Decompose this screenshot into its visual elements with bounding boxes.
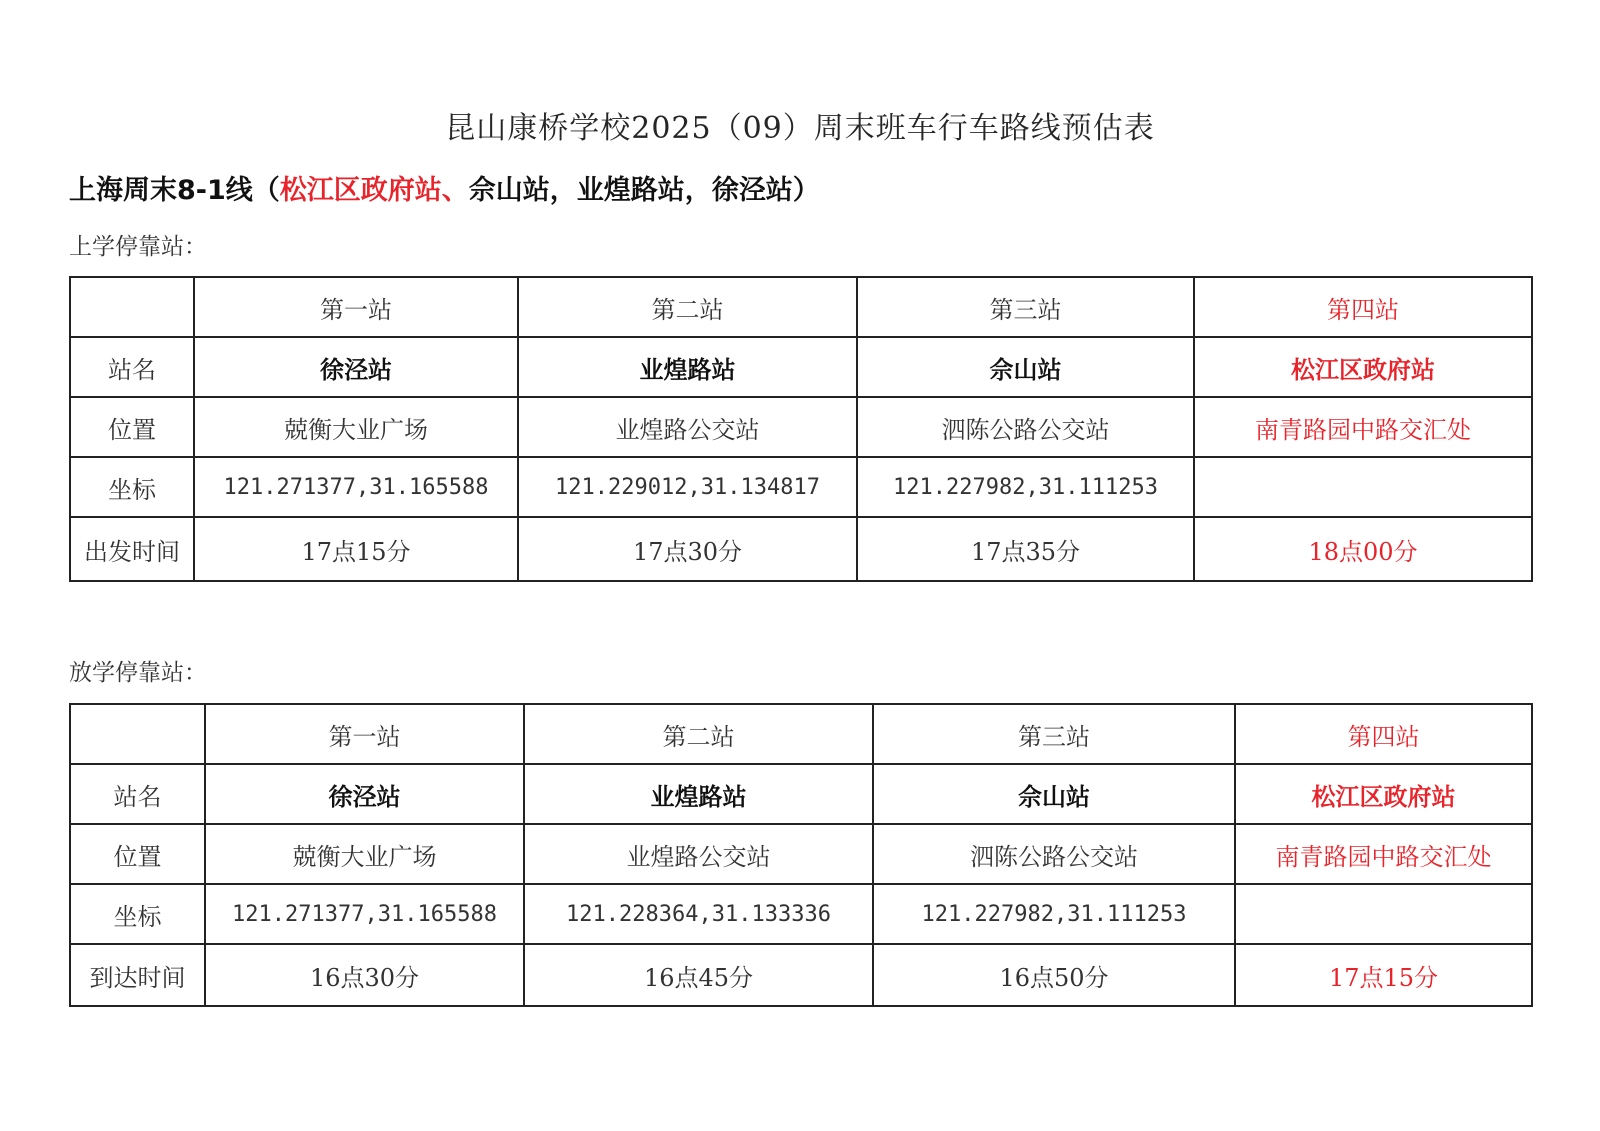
- pickup-schedule-table: [69, 276, 1533, 582]
- time-cell: 16点50分: [873, 944, 1235, 1006]
- time-cell: 17点35分: [857, 517, 1194, 581]
- row-label: 出发时间: [70, 517, 194, 581]
- header-cell-station-3: 第三站: [857, 277, 1194, 337]
- location-cell: 兢衡大业广场: [194, 397, 518, 457]
- time-cell: 17点30分: [518, 517, 857, 581]
- time-cell: 17点15分: [194, 517, 518, 581]
- row-label: 坐标: [70, 884, 205, 944]
- location-cell: 业煌路公交站: [518, 397, 857, 457]
- table-header-row: [70, 704, 1532, 764]
- header-cell-empty: [70, 277, 194, 337]
- route-subtitle-highlight: 松江区政府站、: [279, 175, 469, 206]
- row-label: 到达时间: [70, 944, 205, 1006]
- route-subtitle: [69, 168, 820, 207]
- row-label: 站名: [70, 337, 194, 397]
- header-cell-station-4: 第四站: [1194, 277, 1532, 337]
- coordinate-cell: [1194, 457, 1532, 517]
- time-cell: 16点45分: [524, 944, 873, 1006]
- location-cell: 南青路园中路交汇处: [1235, 824, 1532, 884]
- coordinate-cell: [1235, 884, 1532, 944]
- route-subtitle-rest: 佘山站，业煌路站，徐泾站）: [468, 175, 820, 206]
- station-name-cell: 佘山站: [873, 764, 1235, 824]
- table-row-coordinates: [70, 884, 1532, 944]
- station-name-cell: 业煌路站: [518, 337, 857, 397]
- table-row-location: [70, 397, 1532, 457]
- coordinate-cell: 121.271377,31.165588: [205, 884, 524, 944]
- table-row-station-name: [70, 337, 1532, 397]
- document-title: 昆山康桥学校2025（09）周末班车行车路线预估表: [445, 111, 1155, 146]
- header-cell-station-2: 第二站: [524, 704, 873, 764]
- header-cell-station-4: 第四站: [1235, 704, 1532, 764]
- header-cell-station-2: 第二站: [518, 277, 857, 337]
- dropoff-schedule-table: [69, 703, 1533, 1007]
- station-name-cell: 松江区政府站: [1235, 764, 1532, 824]
- table-row-coordinates: [70, 457, 1532, 517]
- station-name-cell: 佘山站: [857, 337, 1194, 397]
- table-header-row: [70, 277, 1532, 337]
- time-cell: 16点30分: [205, 944, 524, 1006]
- coordinate-cell: 121.227982,31.111253: [857, 457, 1194, 517]
- row-label: 位置: [70, 824, 205, 884]
- header-cell-station-3: 第三站: [873, 704, 1235, 764]
- header-cell-station-1: 第一站: [194, 277, 518, 337]
- location-cell: 业煌路公交站: [524, 824, 873, 884]
- station-name-cell: 业煌路站: [524, 764, 873, 824]
- coordinate-cell: 121.227982,31.111253: [873, 884, 1235, 944]
- table-row-departure-time: [70, 517, 1532, 581]
- coordinate-cell: 121.229012,31.134817: [518, 457, 857, 517]
- station-name-cell: 徐泾站: [194, 337, 518, 397]
- coordinate-cell: 121.228364,31.133336: [524, 884, 873, 944]
- route-subtitle-prefix: 上海周末8-1线（: [69, 175, 280, 206]
- table-row-location: [70, 824, 1532, 884]
- location-cell: 泗陈公路公交站: [873, 824, 1235, 884]
- row-label: 坐标: [70, 457, 194, 517]
- header-cell-station-1: 第一站: [205, 704, 524, 764]
- station-name-cell: 徐泾站: [205, 764, 524, 824]
- station-name-cell: 松江区政府站: [1194, 337, 1532, 397]
- location-cell: 泗陈公路公交站: [857, 397, 1194, 457]
- time-cell: 17点15分: [1235, 944, 1532, 1006]
- coordinate-cell: 121.271377,31.165588: [194, 457, 518, 517]
- location-cell: 南青路园中路交汇处: [1194, 397, 1532, 457]
- row-label: 站名: [70, 764, 205, 824]
- row-label: 位置: [70, 397, 194, 457]
- location-cell: 兢衡大业广场: [205, 824, 524, 884]
- table-row-station-name: [70, 764, 1532, 824]
- table-row-arrival-time: [70, 944, 1532, 1006]
- time-cell: 18点00分: [1194, 517, 1532, 581]
- section-label-pickup: 上学停靠站：: [69, 234, 207, 260]
- section-label-dropoff: 放学停靠站：: [69, 660, 207, 686]
- header-cell-empty: [70, 704, 205, 764]
